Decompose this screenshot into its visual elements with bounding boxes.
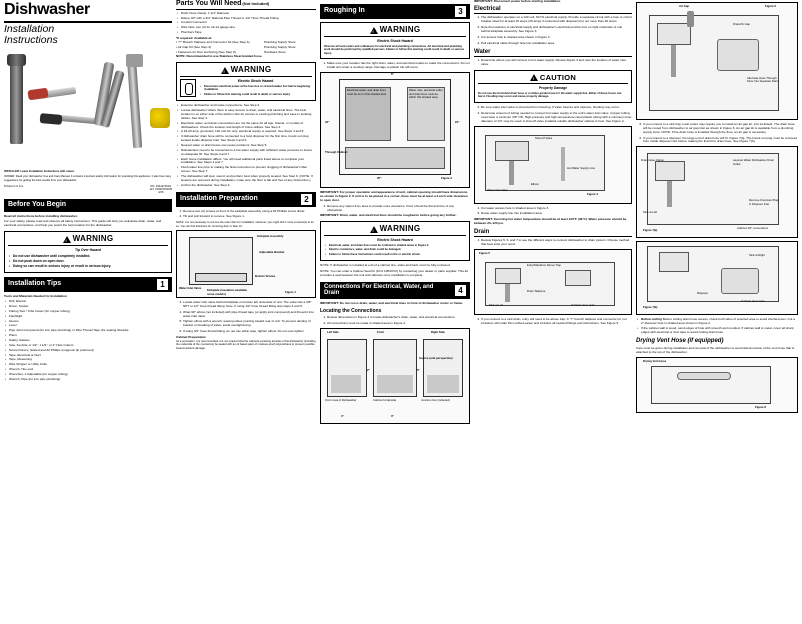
vent-hose-shape xyxy=(677,372,731,380)
figure-3: Left Side Front Right Side Front view of Dishwasher Cabinet Underside Junction box (included) Source (unit perspective) 2" 5" 4" 3" xyxy=(320,328,470,424)
warning-tip-over: ! WARNING Tip Over Hazard • Do not use dishwasher until completely installed. • Do not push down on open door. • Doing so can result in serious injury or result in serious injury. xyxy=(4,231,172,273)
roughing-step-2: 2. Remove any carpet from area to provide more clearance. Floor should be flat and free of any obstruction. xyxy=(320,205,470,213)
locating-connections-title: Locating the Connections xyxy=(320,307,382,314)
section-roughing-in: Roughing In 3 xyxy=(320,4,470,19)
installer-note: INSTALLER: Leave Installation Instructions with owner. OWNER: Read your dishwasher Use and Care Manual. It contains important safety information for operating this appliance. It also has many suggestions for getting the best results from your dishwasher. xyxy=(4,170,172,182)
sink-left-basin xyxy=(495,268,521,284)
column-4 xyxy=(474,0,632,328)
wrench-head xyxy=(126,54,143,67)
warning-triangle-icon xyxy=(221,67,229,74)
wrench-photo xyxy=(127,56,142,148)
column-5 xyxy=(636,0,798,416)
col5-extra-steps: • Before cutting Before cutting drain hose access, check both sides of selected area to avoid interferences. Cut a 2" diameter hole in shaded area shown in Figure 2. • If the cabinet wall is wood, sand edges of hole with smooth and rounded. If cabinet wall is metal, cover all sharp edges with electrical or duct tape to avoid cutting drain hose. xyxy=(636,318,798,334)
right-shaded xyxy=(427,375,459,393)
figure-6: Figure 6 Air Gap Drain/Air Gap Alternate Hose Through Floor Into Separate Drain xyxy=(636,2,798,120)
sink-basin xyxy=(495,141,529,161)
kickplate-outline xyxy=(195,273,247,282)
figure-7b: Sink at Right Disposer 2" Drain Hose Hole Figure 7(b) xyxy=(636,241,798,315)
electrical-header: Electrical xyxy=(474,6,632,15)
sink-left-basin-2 xyxy=(565,270,591,286)
basin-7b xyxy=(659,252,689,272)
prep-steps-3-6: 3. Locate water inlet valve behind kickplate on bottom left underside of unit. The valve has a 3/8" NPT or 1/2" hose thread fitting. Note: If using 1/2" hose thread fitting skip steps 4 and 5. 4. Wrap 90° elbow (not included) with pipe thread tape (or apply joint compound) and thread it into water inlet valve. 5. Tighten elbow with a wrench, leaving elbow pointing toward rear of unit. To prevent denting of bracket or breaking of valve, avoid overtightening. 6. If using 3/4" hose thread fitting, do not use teflon tape, tighten elbow. Do not over tighten. xyxy=(176,301,316,334)
page-subtitle: Installation Instructions xyxy=(4,23,58,47)
roughing-step-1: 1. Make sure your location has the right drain, water, and electrical outlets to make the connections. Do not install unit under a cooktop range. Damage to plastic tub will occur. xyxy=(320,62,470,70)
drain-tailpiece xyxy=(509,161,514,185)
drain-header: Drain xyxy=(474,229,632,238)
if-required-row: • "Y" Branch Tailpiece and Connector Kit (See Step 4) Plumbing Supply Store xyxy=(176,39,296,44)
front-shaded xyxy=(377,375,413,393)
electrical-steps: 1. The dishwasher operates on a 120 volt, 60 Hz electrical supply. Provide a separate circuit with a fuse or circuit breaker rated for at least 15 amps (20 amps if connected with disposer) but not more than 20 amps. 2. Note the locations of electrical supply and dishwasher's electrical junction box on right underside of unit behind kickplate assembly. See Figure 3. 3. Cut access hole in shaded area shown in Figure 3. 4. Pull electrical cable through hole into installation area. xyxy=(474,16,632,45)
warning-electric-shock-roughing-2: ! WARNING Electric Shock Hazard • Electrical, water, and drain lines must be confined to shaded areas in Figure 2. • Electric conductors, water, and drain could be damaged. • Failure to follow these instructions could result in fire or electric shock. xyxy=(320,221,470,261)
water-steps-4-5: 4. Cut water access hole in shaded area in Figure 3. 5. Route water supply line into installation area. xyxy=(474,207,632,217)
disposer-7b xyxy=(721,268,759,294)
parts-note: NOTE: Recommended to use Stainless Steel braided hose. xyxy=(176,54,263,59)
electrical-important-top: IMPORTANT: Disconnect power before starting installation. xyxy=(474,0,561,3)
flashlight-photo xyxy=(10,58,23,144)
section-installation-preparation: Installation Preparation 2 xyxy=(176,192,316,207)
tailpiece-7a xyxy=(667,181,672,207)
drain-step-1: 1. Review Figures 5, 6, and 7 to see the different ways to connect dishwasher to drain system. Choose method that best suits your need. xyxy=(474,239,632,247)
drain-final-step: 2. If you connect to a sink drain, entry will need to be above trap. A "Y" branch tailpiece and connector kit, not included, will make this method easier and includes all needed fittings and instructions. See Figure 5. xyxy=(474,318,632,326)
screwdriver-handle-1 xyxy=(27,88,48,101)
supply-line xyxy=(561,147,565,181)
if-required-row: • Air Gap Kit (See Step 4) Plumbing Supply Store xyxy=(176,44,296,49)
figure-4: Figure 4 Shut-off Valve Hot Water Supply Line Water Inlet Valve Elbow xyxy=(474,126,632,204)
warning-triangle-icon xyxy=(63,236,71,243)
figure-8: Drying Vent Hose Figure 8 xyxy=(636,357,798,413)
figure-7a: Drain Hose Clamp Layered Water Dishwasher Drain Outlet Sink at Left Remove Knockout Plug in Disposer Inlet Figure 7(a) Cabinet 3/4" connections xyxy=(636,146,798,238)
left-shaded xyxy=(331,375,361,393)
basin-7a xyxy=(655,161,685,181)
disposer-body xyxy=(717,39,759,71)
col5-steps-5-6: 5. If you connect to a sink trap, local codes may require you to install an air gap kit, (not included). The drain hose will be routed from dishwasher to air gap inlet as shown in Figure 6. An air gap kit is available from a plumbing supply store. NOTE: If the drain hose is installed through the floor, an air gap is necessary. 6. If you connect to a disposer, the large end of drain hose will fit. Figure 7(a). The knock out plug must be removed from inside disposer inlet before making the final fit to drain hose. See Figure 7(b). xyxy=(636,123,798,144)
drain-pipe xyxy=(671,45,676,77)
prep-note: NOTE: It is not necessary to remove the outer door for installation. However, you might find it more convenient to do so. You can find directions for removing door in Step 10. xyxy=(176,221,314,228)
hot-water-important: IMPORTANT: Incoming hot water temperature should be at least 120°F (49°C). Water pressure should be between 20–120 psi. xyxy=(474,217,627,226)
warning-electric-shock-roughing: ! WARNING Electric Shock Hazard Observe all local codes and ordinances for electrical and plumbing connections. All electrical and plumbing work should be performed by qualified persons. Failure to follow this warning could result in death or serious injury. xyxy=(320,22,470,59)
figure-1: Kickplate Assembly Adjustable Bracket Water Inlet Valve Bottom Screws Kickplate (insulation available some models) Figure 1 xyxy=(176,230,316,298)
if-required-rows xyxy=(176,41,316,55)
figure-2: Electrical outlet, and drain lines must be run in this shaded area Water inlet, electrical outlet and drain lines must be within this shaded area 6" 34" 25" 24" Through Cabinet Figure 2 xyxy=(320,72,470,188)
shaded-area-bottom xyxy=(345,147,445,169)
water-header: Water xyxy=(474,49,632,58)
tools-subhead: Tools and Materials Needed for Installation xyxy=(4,294,67,299)
connections-steps: 1. Review dimensions in Figure 3 to locate dishwasher's drain, water, and electrical connections. 2. All connections must be made in shaded area in Figure 2. xyxy=(320,316,470,326)
section-before-you-begin: Before You Begin xyxy=(4,199,172,212)
water-step-1: 1. Determine where you will connect to hot water supply. Review Figure 3 and note the location of water inlet valve. xyxy=(474,59,632,67)
column-1: Dishwasher Installation Instructions INSTALLER: Leave Installation Instructions with owner. OWNER: Read your dishwasher Use and Care Manual. It contains important safety information for operating this appliance. It also has many suggestions for getting the best results from your dishwasher. Printed in U.S.A. PN: 154427261N AN: 154972151KB 4/15 Before You Begin Read all instructions before installing dishwasher. For your safety, please read and observe all safety instructions. This guide will help you anticipate drain, water, and electrical connections, and help you select the best location for the dishwasher. ! WARNING Tip Over Hazard • Do not use dishwasher until completely installed. • Do not push down on open door. • Doing so can result in serious injury or result in serious injury. Installation Tips 1 Tools and Materials Needed for Installation • Drill, Electric • Driver, Socket • Flaring Tool / Tube Cutter (for copper tubing) • Flashlight • Gloves • Level • Pipe Joint Compound (for iron pipe plumbing) or Pipe Thread Tape (for sealing threads) • Pliers • Safety Glasses • Saw, Keyhole or 1/2", 1 1/2", or 2" Hole Cutters • Screw Drivers, Slotted and #2 Phillips (magnetic tip preferred) • Tape, Electrical or Duct • Tape, Measuring • Wire Stripper or Utility Knife • Wrench, Hex-end • Wrenches, 2 Adjustable (for copper tubing) • Wrench, Pipe (for iron pipe plumbing) xyxy=(4,0,172,384)
parts-steps-list: • Examine dishwasher and locate connections. See Step 4. • Locate dishwasher where there is easy access to drain, water, and electrical lines. The best location is on either side of the kitchen sink for access to existing plumbing and ease in locating dishes. See Step 4. • Electrical, water, and drain connections are not the same for all age, brands, or models of dishwashers. Check the location and length of home utilities. See Step 4. • A 15-20 amp, grounded, 120 volt AC only, electrical supply is required. See Steps 4 and 5. • If dishwasher drain hose will be connected to a food disposer for the first time, knock out plug located inside disposer inlet. See Steps 4 and 5. • Nearest water or drain hoses can cause problems. See Step 5. • Dishwashers need to be connected to a hot water supply with sufficient water pressure to insure an adequate fill. See Steps 4 and 7. • Each home installation differs. You will need additional parts listed above to complete your installation. See Steps 4 and 7. • Flush water line prior to making the final connection to prevent clogging of dishwasher's filter screen. See Step 7. • The dishwasher will look, sound, and perform best when properly leveled. See Step 9. (NOTE: If levelers are removed during installation, make sure the floor is flat and free of any obstruction.) • Anchor the dishwasher. See Step 9. xyxy=(176,104,316,187)
page-title: Dishwasher xyxy=(4,0,172,23)
tape-measure-photo xyxy=(150,108,170,128)
cabinet-prep-title: Cabinet Preparation: xyxy=(176,335,207,340)
caution-triangle-icon xyxy=(530,74,538,81)
roughing-note-2: NOTE: You can order a Cabinet Seal Kit (Kit # 1054XXX) by contacting your dealer or parts supplier. This kit provides a seal between the unit and cabinets once installation is complete. xyxy=(320,268,468,277)
parts-header: Parts You Will Need (Not Included) xyxy=(176,0,316,10)
water-steps-2-5: 2. Be sure water inlet valve is protected from freezing. If valve freezes and ruptures, flooding may occur. 3. Determine amount of tubing needed to connect hot water supply to the unit's water inlet valve. Copper tubing must have a minimum 3/8" OD. High-pressure and high-temperature rated plastic tubing with a minimum inner diameter of 1/4" may be used. A shut-off valve installed outside dishwasher cabinet is best. See Figure 4. xyxy=(474,106,632,123)
flashlight-head xyxy=(7,54,26,66)
if-required-title: *If required: Available at: xyxy=(176,36,213,41)
warning-triangle-icon xyxy=(370,27,378,34)
section-installation-tips: Installation Tips 1 xyxy=(4,277,172,292)
air-gap-device xyxy=(687,11,694,27)
cabinet-prep-body: As a precaution, it is recommended, but not required that the cabinets enclosing all sides of the dishwasher (including the underside of the countertop) be sealed with an oil based paint of moisture-proof polyurethane to prevent possible steam/moisture damage. xyxy=(176,339,316,350)
sink-basin-airgap xyxy=(657,23,691,45)
figure-5: Figure 5 Entry/Marathon Above Trap Drain Tailpiece Sink at Left 2" Drain Hose Hole xyxy=(474,249,632,315)
tailpiece xyxy=(505,284,510,302)
tools-list: • Drill, Electric • Driver, Socket • Flaring Tool / Tube Cutter (for copper tubing) • Flashlight • Gloves • Level • Pipe Joint Compound (for iron pipe plumbing) or Pipe Thread Tape (for sealing threads) • Pliers • Safety Glasses • Saw, Keyhole or 1/2", 1 1/2", or 2" Hole Cutters • Screw Drivers, Slotted and #2 Phillips (magnetic tip preferred) • Tape, Electrical or Duct • Tape, Measuring • Wire Stripper or Utility Knife • Wrench, Hex-end • Wrenches, 2 Adjustable (for copper tubing) • Wrench, Pipe (for iron pipe plumbing) xyxy=(4,300,172,382)
tools-photo xyxy=(4,50,172,170)
roughing-note-1: NOTE: If dishwasher is installed at end of a cabinet line, sides and back must be fully enclosed. xyxy=(320,263,451,268)
column-3 xyxy=(320,0,470,427)
section-connections: Connections For Electrical, Water, and Drain 4 xyxy=(320,282,470,299)
caution-property-damage: ! CAUTION Property Damage Do not use the furnished drain hose or a rubber garden hose for the water supply line. Either of these hoses can burst. Flooding may occur and cause property damage. xyxy=(474,70,632,103)
printing-info: Printed in U.S.A. PN: 154427261N AN: 154972151KB 4/15 xyxy=(4,184,172,195)
column-2 xyxy=(176,0,316,352)
if-required-row: • Fasteners for floor anchoring (See Step 9) Hardware Store xyxy=(176,49,286,54)
warning-triangle-icon xyxy=(370,226,378,233)
roughing-important-1: IMPORTANT: For proper operation and appearance of unit, cabinet opening should have dimensions as shown in Figure 2. If unit is to be placed in a corner, there must be at least a 2-inch side clearance to open door. xyxy=(320,190,468,202)
roughing-important-2: IMPORTANT: Drain, water, and electrical lines should be roughed-in before going any further. xyxy=(320,213,457,218)
vent-hose-body: Care must be given during installation and removal of the dishwasher to avoid disconnection of the vent hose that is attached to the top of the dishwasher. xyxy=(636,346,795,355)
connections-important: IMPORTANT: Do not cross drain, water, and electrical lines in front of dishwasher motor or frame. xyxy=(320,300,463,305)
warning-bullets: • Do not use dishwasher until completely installed. • Do not push down on open door. • Doing so can result in serious injury or result in serious injury. xyxy=(8,254,168,268)
screwdriver-handle-2 xyxy=(40,113,63,125)
warning-electric-shock-parts: ! WARNING Electric Shock Hazard • Disconnect electrical power at the fuse box or circuit breaker box before beginning installation. • Failure to follow this warning could result in death or serious injury. xyxy=(176,62,316,101)
parts-list: • Drain Hose Clamp, 1 1/4" Diameter • Elbow, 90° with a 3/4" National Pipe Thread or 1/2" Hose Thread Fitting • Conduit Connector • Wire Nuts, two (2) for 12-14 gauge wire • Plumbers Tape xyxy=(176,12,316,35)
prep-steps-1-2: 1. Remove two (2) screws at front of the kickplate assembly using a #2 Phillips screw driver. 2. Tilt and pull forward to remove. See Figure 1. xyxy=(176,210,316,220)
part-numbers: PN: 154427261N AN: 154972151KB 4/15 xyxy=(149,184,172,195)
vent-hose-header: Drying Vent Hose (if equipped) xyxy=(636,337,724,344)
hand-shock-icon xyxy=(180,79,196,97)
